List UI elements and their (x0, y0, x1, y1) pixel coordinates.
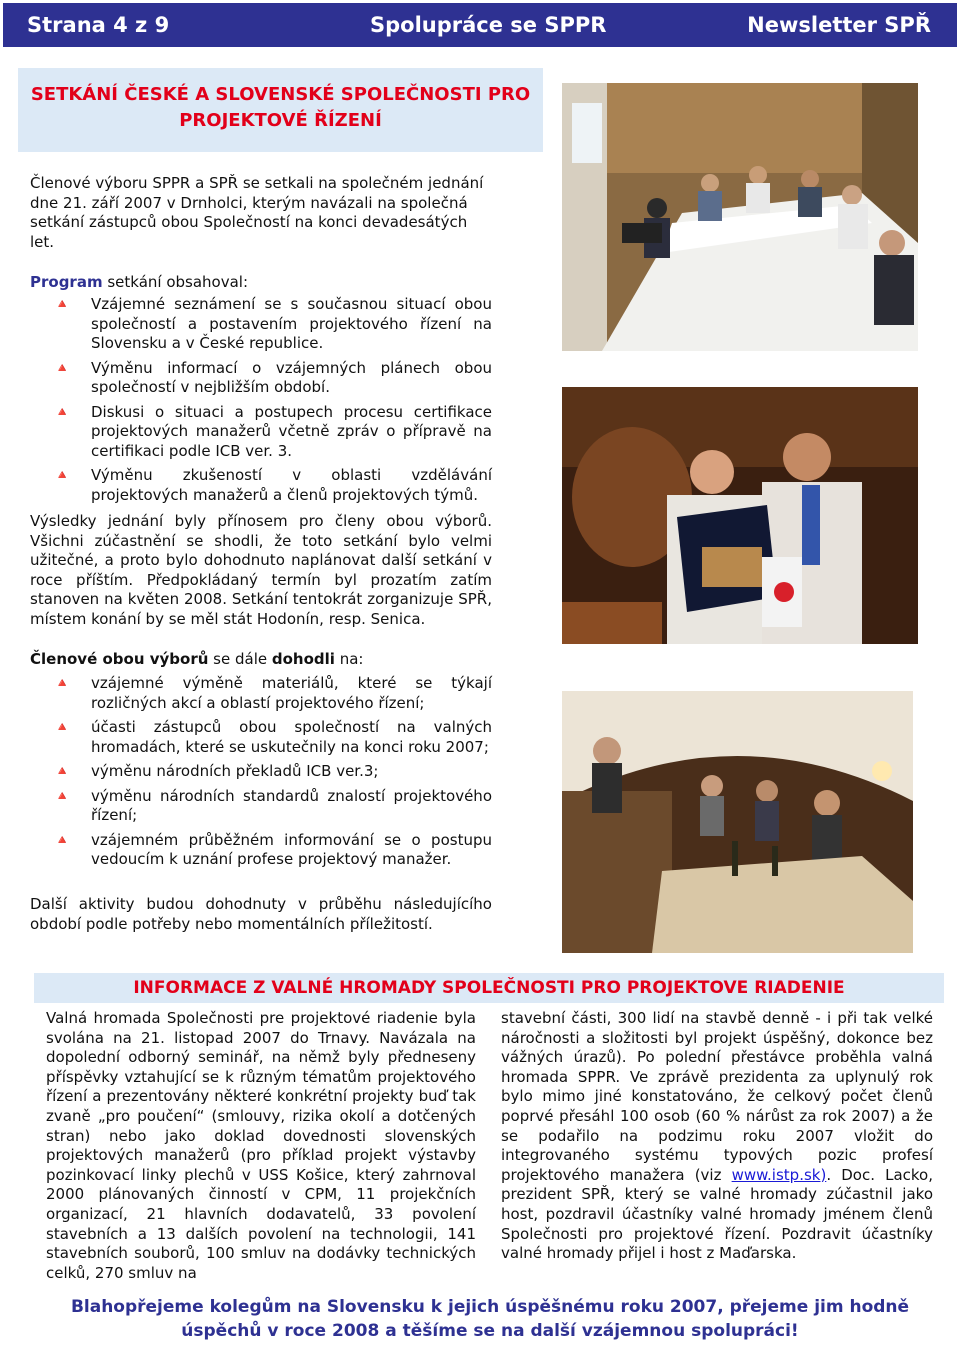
triangle-bullet-icon: 🔺 (54, 360, 71, 376)
wine-cellar-photo (562, 691, 913, 953)
program-heading (30, 273, 492, 293)
triangle-bullet-icon: 🔺 (54, 404, 71, 420)
list-item: 🔺 účasti zástupců obou společností na valných hromadách, které se uskutečnily na konci roku 2007; (54, 718, 492, 756)
list-item: 🔺 výměnu národních standardů znalostí projektového řízení; (54, 786, 492, 824)
triangle-bullet-icon: 🔺 (54, 788, 71, 804)
triangle-bullet-icon: 🔺 (54, 676, 71, 691)
list-item: 🔺 výměnu národních překladů ICB ver.3; (54, 762, 379, 780)
intro-paragraph: Členové výboru SPPR a SPŘ se setkali na společném jednání dne 21. září 2007 v Drnholci, kterým navázali na společná setkání zástupců obou Společností na konci devadesátých let. (30, 174, 484, 251)
triangle-bullet-icon: 🔺 (54, 468, 71, 483)
triangle-bullet-icon: 🔺 (54, 297, 71, 312)
istp-link[interactable]: www.istp.sk) (731, 1165, 827, 1184)
program-label: Program (30, 273, 103, 291)
list-item: 🔺 Výměnu informací o vzájemných plánech obou společností v nejbližším období. (54, 358, 492, 396)
page-header (3, 3, 957, 47)
agreement-heading: Členové obou výborů se dále dohodli na: (30, 650, 364, 668)
article-title (18, 68, 543, 152)
triangle-bullet-icon: 🔺 (54, 720, 71, 735)
article2-title: INFORMACE Z VALNÉ HROMADY SPOLEČNOSTI PRO PROJEKTOVE RIADENIE (34, 973, 944, 1003)
article2-column-2: stavební části, 300 lidí na stavbě denně - i při tak velké náročnosti a složitosti byl projekt úspěšný, dokonce bez vážných úrazů). Po polední přestávce proběhla valná hromada SPPR. Ve zprávě prezidenta za uplynulý rok bylo mimo jiné konstatováno, že celkový počet členů poprvé přesáhl 100 osob (60 % nárůst za rok 2007) a že se podařilo na podzimu roku 2007 vložit do integrovaného systému typových pozic profesí projektového manažera (viz www.istp.sk). Doc. Lacko, prezident SPŘ, který se valné hromady zúčastnil jako host, pozdravil účastníky valné hromady jménem členů Společnosti pro projektové řízení. Pozdravit účastníky valné hromady přijel i host z Maďarska. (501, 1009, 933, 1263)
triangle-bullet-icon: 🔺 (54, 832, 71, 848)
results-paragraph: Výsledky jednání byly přínosem pro členy obou výborů. Všichni zúčastnění se shodli, že toto setkání bylo velmi užitečné, a proto bylo dohodnuto naplánovat další setkání v roce příštím. Předpokládaný termín byl prozatím zatím stanoven na květen 2008. Setkání tentokrát zorganizuje SPŘ, místem konání by se měl stát Hodonín, resp. Senica. (30, 512, 492, 628)
list-item: 🔺 Diskusi o situaci a postupech procesu certifikace projektových manažerů včetně zpráv o přípravě na certifikaci podle ICB ver. 3. (54, 402, 492, 460)
program-label-rest: setkání obsahoval: (102, 273, 249, 291)
list-item: 🔺 Výměnu zkušeností v oblasti vzdělávání projektových manažerů a členů projektových týmů. (54, 466, 492, 504)
closing-paragraph: Další aktivity budou dohodnuty v průběhu následujícího období podle potřeby nebo momentálních příležitostí. (30, 895, 492, 933)
calendar-handover-photo (562, 387, 918, 644)
triangle-bullet-icon: 🔺 (54, 764, 71, 779)
article2-column-1: Valná hromada Společnosti pre projektové riadenie byla svolána na 21. listopad 2007 do Trnavy. Navázala na dopolední odborný seminář, na němž byly předneseny příspěvky vztahující se k různým tématům projektového řízení a prezentovány některé konkrétní projekty buď tak zvaně „pro poučení“ (smlouvy, rizika okolí a dotčených stran) nebo jako doklad dovednosti slovenských projektových manažerů (pro příklad projekt výstavby pozinkovací linky plechů v USS Košice, který zahrnoval 2000 plánovaných činností v CPM, 11 projekčních organizací, 21 hlavních dodavatelů, 33 povolení stavebních a 13 dalších povolení na technologii, 141 stavebních souborů, 100 smluv na dodávky technických celků, 270 smluv na (46, 1009, 476, 1282)
list-item: 🔺 vzájemném průběžném informování se o postupu vedoucím k uznání profese projektový manažer. (54, 830, 492, 868)
list-item: 🔺 vzájemné výměně materiálů, které se týkají rozličných akcí a oblastí projektového řízení; (54, 674, 492, 712)
meeting-room-photo (562, 83, 918, 351)
congratulation-message: Blahopřejeme kolegům na Slovensku k jejich úspěšnému roku 2007, přejeme jim hodně úspěchů v roce 2008 a těšíme se na další vzájemnou spolupráci! (70, 1297, 910, 1341)
page-number: Strana 4 z 9 (27, 13, 170, 37)
newsletter-name: Newsletter SPŘ (747, 13, 931, 37)
article-title-text: SETKÁNÍ ČESKÉ A SLOVENSKÉ SPOLEČNOSTI PRO PROJEKTOVÉ ŘÍZENÍ (30, 84, 531, 131)
section-name: Spolupráce se SPPR (370, 13, 607, 37)
list-item: 🔺 Vzájemné seznámení se s současnou situací obou společností a postavením projektového řízení na Slovensku a v České republice. (54, 295, 492, 352)
program-list (30, 295, 492, 505)
agreement-list (30, 674, 492, 870)
